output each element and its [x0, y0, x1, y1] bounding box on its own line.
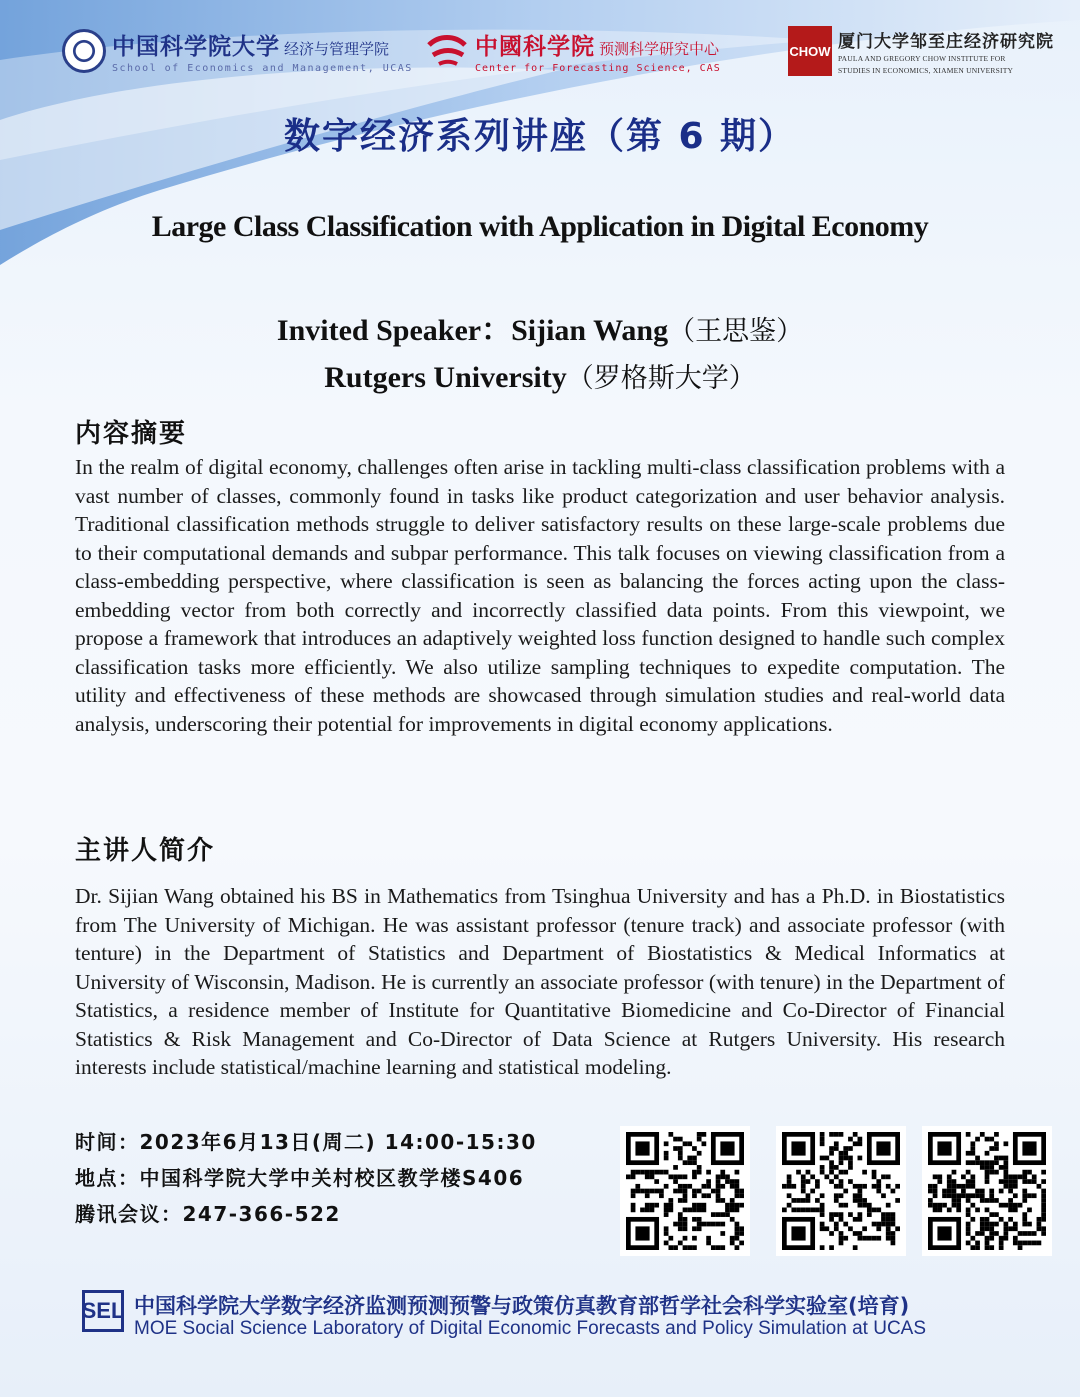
ucas-sem-logo: [62, 28, 413, 74]
ucas-logo-cn: 中国科学院大学: [112, 33, 280, 60]
speaker-name-cn: （王思鉴）: [668, 316, 804, 347]
qr-code-1[interactable]: [620, 1126, 750, 1256]
chow-institute-logo: [788, 26, 1054, 76]
cas-logo-cn: 中國科学院: [475, 33, 595, 60]
footer-lab-name-cn: 中国科学院大学数字经济监测预测预警与政策仿真教育部哲学社会科学实验室(培育): [134, 1294, 910, 1318]
qr-code-icon: [928, 1132, 1046, 1250]
event-meeting-id: 腾讯会议：247-366-522: [75, 1202, 341, 1226]
bio-text: Dr. Sijian Wang obtained his BS in Mathematics from Tsinghua University and has a Ph.D. in Biostatistics from The University of Michigan. He was assistant professor (tenure track) and associate professor (with tenture) in the Department of Statistics and Department of Biostatistics & Medical Informatics at University of Wisconsin, Madison. He is currently an associate professor (with tenure) in the Department of Statistics, a residence member of Institute for Quantitative Biomedicine and Co-Director of Financial Statistics & Risk Management and Co-Director of Data Science at Rutgers University. His research interests include statistical/machine learning and statistical modeling.: [75, 884, 1005, 1079]
chow-logo-en-line1: PAULA AND GREGORY CHOW INSTITUTE FOR: [838, 53, 1006, 63]
ucas-logo-en: School of Economics and Management, UCAS: [112, 63, 413, 74]
talk-title: Large Class Classification with Application in Digital Economy: [151, 210, 929, 243]
ucas-seal-icon: [62, 29, 106, 73]
affiliation-line: [0, 356, 1080, 395]
series-title: 数字经济系列讲座（第 6 期）: [283, 116, 797, 157]
footer-lab-name-en: MOE Social Science Laboratory of Digital Economic Forecasts and Policy Simulation at UCAS: [134, 1318, 927, 1339]
qr-code-icon: [626, 1132, 744, 1250]
chow-logo-cn: 厦门大学邹至庄经济研究院: [838, 31, 1054, 52]
chow-logo-en-line2: STUDIES IN ECONOMICS, XIAMEN UNIVERSITY: [838, 65, 1014, 75]
bio-heading: 主讲人简介: [75, 836, 216, 866]
qr-code-icon: [782, 1132, 900, 1250]
sel-logo-icon: SEL: [82, 1290, 124, 1332]
speaker-label: Invited Speaker：: [276, 314, 512, 347]
speaker-line: [0, 305, 1080, 349]
speaker-name: Sijian Wang: [511, 314, 669, 347]
event-time: 时间：2023年6月13日(周二) 14:00-15:30: [75, 1130, 537, 1154]
affiliation-name: Rutgers University: [324, 361, 567, 394]
cas-logo-cn-sub: 预测科学研究中心: [599, 40, 720, 58]
qr-code-2[interactable]: [776, 1126, 906, 1256]
abstract-text: In the realm of digital economy, challenges often arise in tackling multi-class classification problems with a vast number of classes, commonly found in tasks like product categorization and user behavior analysis. Traditional classification methods struggle to deliver satisfactory results on these large-scale problems due to their computational demands and subpar performance. This talk focuses on viewing classification from a class-embedding perspective, where classification is seen as balancing the forces acting upon the class-embedding vector from both correctly and incorrectly classified data points. From this viewpoint, we propose a framework that introduces an adaptively weighted loss function designed to handle such complex classification tasks more efficiently. We also utilize sampling techniques to expedite computation. The utility and effectiveness of these methods are showcased through simulation studies and real-world data analysis, underscoring their potential for improvements in digital economy applications.: [75, 455, 1005, 736]
qr-code-3[interactable]: [922, 1126, 1052, 1256]
ucas-logo-cn-sub: 经济与管理学院: [284, 40, 390, 58]
affiliation-name-cn: （罗格斯大学）: [566, 363, 756, 394]
cas-mark-icon: [425, 31, 469, 71]
cas-forecasting-logo: [425, 28, 721, 74]
chow-mark-icon: CHOW: [788, 26, 832, 76]
header-logos: [0, 22, 1080, 92]
event-place: 地点：中国科学院大学中关村校区教学楼S406: [75, 1166, 525, 1190]
abstract-heading: 内容摘要: [75, 419, 188, 449]
cas-logo-en: Center for Forecasting Science, CAS: [475, 63, 721, 74]
